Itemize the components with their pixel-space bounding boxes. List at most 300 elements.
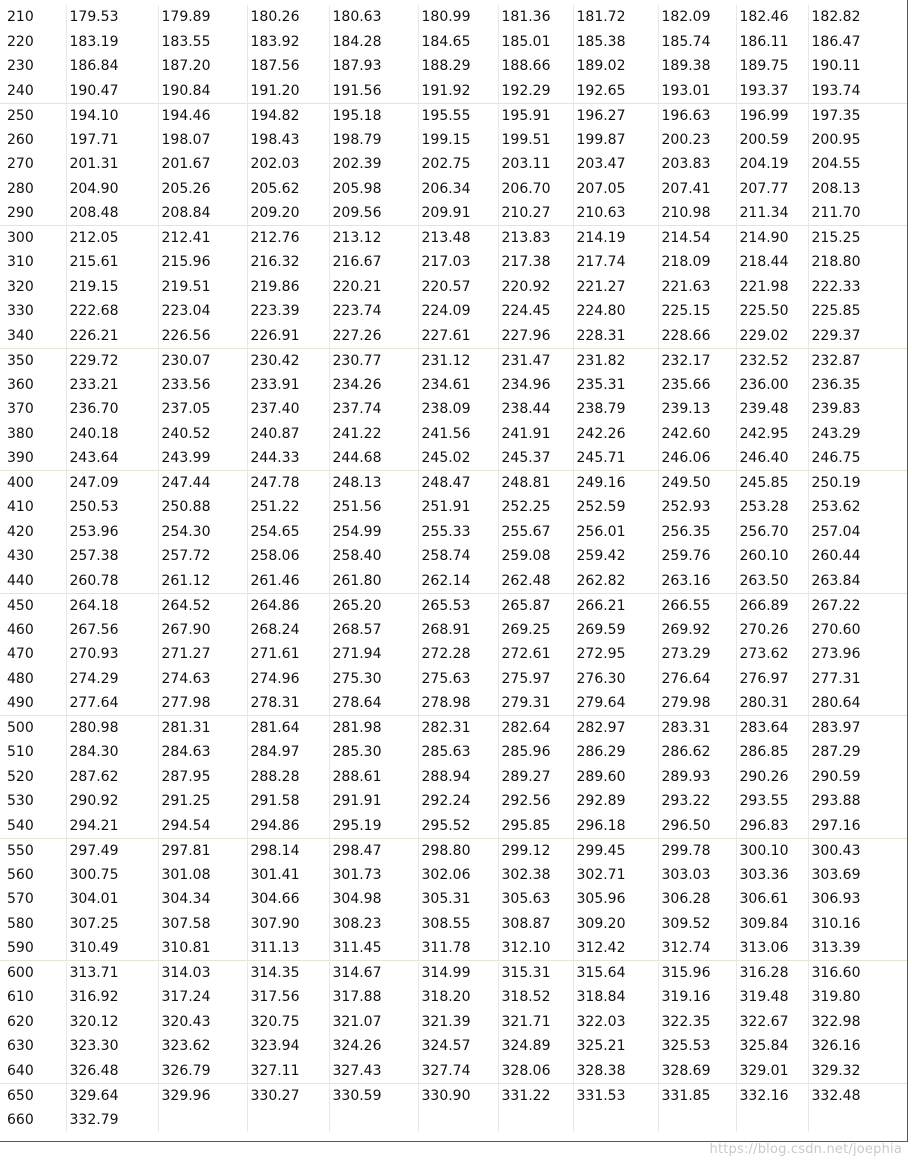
value-cell: 265.20	[329, 593, 418, 618]
value-cell: 231.47	[498, 348, 573, 373]
value-cell: 305.96	[573, 887, 658, 912]
value-cell: 291.25	[158, 789, 247, 814]
value-cell: 250.19	[808, 471, 907, 496]
value-cell: 258.40	[329, 544, 418, 569]
row-temperature-cell: 310	[7, 254, 34, 271]
value-cell: 192.65	[573, 79, 658, 104]
value-cell: 325.21	[573, 1034, 658, 1059]
row-temperature-cell: 660	[7, 1111, 34, 1128]
value-cell: 328.06	[498, 1059, 573, 1084]
value-cell: 201.31	[66, 152, 158, 177]
value-cell: 276.64	[658, 667, 736, 692]
value-cell: 286.85	[736, 740, 808, 765]
value-cell: 311.13	[247, 936, 329, 961]
value-cell: 202.75	[418, 152, 498, 177]
value-cell: 235.66	[658, 373, 736, 398]
value-cell: 323.94	[247, 1034, 329, 1059]
value-cell: 237.40	[247, 397, 329, 422]
value-cell: 209.91	[418, 201, 498, 226]
value-cell	[418, 1108, 498, 1133]
value-cell: 201.67	[158, 152, 247, 177]
value-cell: 325.53	[658, 1034, 736, 1059]
value-cell: 328.38	[573, 1059, 658, 1084]
value-cell: 251.56	[329, 495, 418, 520]
value-cell: 197.35	[808, 103, 907, 128]
table-row	[0, 618, 907, 643]
value-cell: 332.48	[808, 1083, 907, 1108]
value-cell: 183.55	[158, 30, 247, 55]
value-cell: 331.53	[573, 1083, 658, 1108]
value-cell: 307.25	[66, 912, 158, 937]
table-row	[0, 520, 907, 545]
table-row	[0, 373, 907, 398]
table-row	[0, 103, 907, 128]
value-cell: 226.91	[247, 324, 329, 349]
value-cell: 302.71	[573, 863, 658, 888]
value-cell: 204.19	[736, 152, 808, 177]
value-cell: 310.81	[158, 936, 247, 961]
value-cell: 213.12	[329, 226, 418, 251]
value-cell: 295.85	[498, 814, 573, 839]
value-cell: 269.25	[498, 618, 573, 643]
table-row	[0, 397, 907, 422]
value-cell: 243.64	[66, 446, 158, 471]
value-cell: 216.32	[247, 250, 329, 275]
row-temperature-cell: 600	[0, 961, 66, 986]
value-cell: 183.92	[247, 30, 329, 55]
value-cell: 221.27	[573, 275, 658, 300]
value-cell: 281.98	[329, 716, 418, 741]
row-temperature-cell: 300	[0, 226, 66, 251]
value-cell: 289.27	[498, 765, 573, 790]
table-row	[0, 30, 907, 55]
value-cell: 254.30	[158, 520, 247, 545]
value-cell: 226.56	[158, 324, 247, 349]
value-cell: 275.63	[418, 667, 498, 692]
value-cell: 224.09	[418, 299, 498, 324]
value-cell: 241.56	[418, 422, 498, 447]
value-cell: 207.05	[573, 177, 658, 202]
row-temperature-cell: 490	[7, 695, 34, 711]
row-temperature-cell: 370	[7, 401, 34, 418]
value-cell: 281.64	[247, 716, 329, 741]
value-cell: 297.16	[808, 814, 907, 839]
value-cell: 316.28	[736, 961, 808, 986]
value-cell: 273.62	[736, 642, 808, 667]
table-row	[0, 348, 907, 373]
value-cell: 229.72	[66, 348, 158, 373]
table-row	[0, 863, 907, 888]
value-cell: 273.29	[658, 642, 736, 667]
row-temperature-cell: 540	[7, 817, 34, 834]
value-cell	[658, 1108, 736, 1133]
value-cell: 227.61	[418, 324, 498, 349]
value-cell: 322.03	[573, 1010, 658, 1035]
value-cell: 289.93	[658, 765, 736, 790]
row-temperature-cell: 260	[7, 131, 34, 148]
value-cell: 312.10	[498, 936, 573, 961]
value-cell: 313.71	[66, 961, 158, 986]
value-cell: 249.50	[658, 471, 736, 496]
value-cell: 315.31	[498, 961, 573, 986]
table-row	[0, 471, 907, 496]
value-cell: 218.80	[808, 250, 907, 275]
value-cell: 206.70	[498, 177, 573, 202]
value-cell: 317.56	[247, 985, 329, 1010]
value-cell: 317.88	[329, 985, 418, 1010]
value-cell: 259.42	[573, 544, 658, 569]
value-cell: 214.19	[573, 226, 658, 251]
value-cell: 275.97	[498, 667, 573, 692]
value-cell: 301.08	[158, 863, 247, 888]
value-cell: 282.31	[418, 716, 498, 741]
value-cell: 292.24	[418, 789, 498, 814]
value-cell: 223.39	[247, 299, 329, 324]
value-cell: 211.34	[736, 201, 808, 226]
value-cell: 202.39	[329, 152, 418, 177]
value-cell: 257.04	[808, 520, 907, 545]
value-cell: 271.61	[247, 642, 329, 667]
table-row	[0, 838, 907, 863]
value-cell: 189.75	[736, 54, 808, 79]
value-cell: 327.11	[247, 1059, 329, 1084]
value-cell: 308.23	[329, 912, 418, 937]
row-temperature-cell: 520	[7, 768, 34, 785]
value-cell: 326.16	[808, 1034, 907, 1059]
table-row	[0, 177, 907, 202]
value-cell: 228.66	[658, 324, 736, 349]
value-cell: 208.13	[808, 177, 907, 202]
value-cell: 217.03	[418, 250, 498, 275]
value-cell: 274.96	[247, 667, 329, 692]
value-cell: 246.75	[808, 446, 907, 471]
value-cell: 283.97	[808, 716, 907, 741]
value-cell: 236.35	[808, 373, 907, 398]
value-cell: 249.16	[573, 471, 658, 496]
value-cell: 272.95	[573, 642, 658, 667]
value-cell: 193.37	[736, 79, 808, 104]
value-cell: 274.29	[66, 667, 158, 692]
value-cell: 270.93	[66, 642, 158, 667]
value-cell: 296.18	[573, 814, 658, 839]
value-cell: 332.79	[66, 1108, 158, 1133]
value-cell: 244.68	[329, 446, 418, 471]
value-cell: 267.22	[808, 593, 907, 618]
row-temperature-cell: 650	[0, 1083, 66, 1108]
value-cell: 294.86	[247, 814, 329, 839]
value-cell: 212.76	[247, 226, 329, 251]
value-cell: 321.71	[498, 1010, 573, 1035]
value-cell: 243.29	[808, 422, 907, 447]
value-cell: 326.48	[66, 1059, 158, 1084]
value-cell: 318.52	[498, 985, 573, 1010]
value-cell: 306.93	[808, 887, 907, 912]
row-temperature-cell: 290	[7, 205, 34, 221]
table-row	[0, 936, 907, 961]
value-cell: 320.75	[247, 1010, 329, 1035]
value-cell	[329, 1108, 418, 1133]
value-cell: 304.66	[247, 887, 329, 912]
table-row	[0, 250, 907, 275]
value-cell: 204.55	[808, 152, 907, 177]
value-cell: 250.88	[158, 495, 247, 520]
value-cell: 279.31	[498, 691, 573, 716]
value-cell: 203.83	[658, 152, 736, 177]
value-cell: 324.57	[418, 1034, 498, 1059]
value-cell: 259.76	[658, 544, 736, 569]
row-temperature-cell: 390	[7, 450, 34, 466]
value-cell: 184.65	[418, 30, 498, 55]
value-cell: 276.30	[573, 667, 658, 692]
value-cell: 252.59	[573, 495, 658, 520]
row-temperature-cell: 380	[7, 425, 34, 442]
table-row	[0, 691, 907, 716]
row-temperature-cell: 590	[7, 940, 34, 956]
value-cell	[573, 1108, 658, 1133]
value-cell: 303.69	[808, 863, 907, 888]
value-cell: 313.06	[736, 936, 808, 961]
value-cell: 320.43	[158, 1010, 247, 1035]
value-cell: 217.38	[498, 250, 573, 275]
value-cell: 270.26	[736, 618, 808, 643]
value-cell	[498, 1108, 573, 1133]
value-cell: 223.04	[158, 299, 247, 324]
value-cell: 243.99	[158, 446, 247, 471]
value-cell: 204.90	[66, 177, 158, 202]
value-cell: 330.59	[329, 1083, 418, 1108]
table-row	[0, 5, 907, 30]
value-cell: 190.84	[158, 79, 247, 104]
value-cell: 186.47	[808, 30, 907, 55]
value-cell: 194.46	[158, 103, 247, 128]
value-cell: 221.63	[658, 275, 736, 300]
value-cell: 280.98	[66, 716, 158, 741]
value-cell: 181.36	[498, 5, 573, 30]
value-cell: 293.55	[736, 789, 808, 814]
value-cell: 311.78	[418, 936, 498, 961]
row-temperature-cell: 530	[7, 793, 34, 810]
value-cell: 262.48	[498, 569, 573, 594]
value-cell: 202.03	[247, 152, 329, 177]
value-cell: 220.92	[498, 275, 573, 300]
value-cell: 248.47	[418, 471, 498, 496]
value-cell: 187.20	[158, 54, 247, 79]
value-cell: 258.74	[418, 544, 498, 569]
value-cell: 247.44	[158, 471, 247, 496]
table-row	[0, 642, 907, 667]
row-temperature-cell: 610	[7, 989, 34, 1006]
value-cell: 217.74	[573, 250, 658, 275]
value-cell: 232.17	[658, 348, 736, 373]
value-cell: 304.34	[158, 887, 247, 912]
value-cell: 233.91	[247, 373, 329, 398]
value-cell: 223.74	[329, 299, 418, 324]
value-cell: 322.35	[658, 1010, 736, 1035]
row-temperature-cell: 430	[7, 548, 34, 565]
value-cell: 303.36	[736, 863, 808, 888]
value-cell: 198.43	[247, 128, 329, 153]
value-cell: 250.53	[66, 495, 158, 520]
value-cell: 220.21	[329, 275, 418, 300]
value-cell: 209.56	[329, 201, 418, 226]
value-cell: 179.53	[66, 5, 158, 30]
value-cell: 284.97	[247, 740, 329, 765]
value-cell: 232.87	[808, 348, 907, 373]
value-cell: 200.95	[808, 128, 907, 153]
resistance-table	[0, 5, 907, 1132]
value-cell: 308.87	[498, 912, 573, 937]
value-cell: 245.85	[736, 471, 808, 496]
value-cell: 277.98	[158, 691, 247, 716]
table-row	[0, 814, 907, 839]
value-cell: 182.82	[808, 5, 907, 30]
value-cell: 309.84	[736, 912, 808, 937]
value-cell: 225.50	[736, 299, 808, 324]
value-cell: 188.66	[498, 54, 573, 79]
value-cell: 324.89	[498, 1034, 573, 1059]
value-cell: 273.96	[808, 642, 907, 667]
row-temperature-cell: 280	[7, 180, 34, 197]
value-cell: 290.26	[736, 765, 808, 790]
value-cell: 214.90	[736, 226, 808, 251]
row-temperature-cell: 570	[7, 891, 34, 908]
row-temperature-cell: 460	[7, 621, 34, 638]
value-cell: 302.06	[418, 863, 498, 888]
value-cell: 313.39	[808, 936, 907, 961]
value-cell: 298.14	[247, 838, 329, 863]
row-temperature-cell: 330	[7, 303, 34, 320]
value-cell: 264.18	[66, 593, 158, 618]
value-cell: 324.26	[329, 1034, 418, 1059]
value-cell: 303.03	[658, 863, 736, 888]
value-cell: 330.90	[418, 1083, 498, 1108]
table-row	[0, 1010, 907, 1035]
value-cell: 197.71	[66, 128, 158, 153]
value-cell: 253.96	[66, 520, 158, 545]
table-row	[0, 667, 907, 692]
table-row	[0, 740, 907, 765]
value-cell: 330.27	[247, 1083, 329, 1108]
value-cell: 237.74	[329, 397, 418, 422]
value-cell: 306.61	[736, 887, 808, 912]
value-cell: 229.37	[808, 324, 907, 349]
row-temperature-cell: 210	[7, 9, 34, 26]
value-cell: 216.67	[329, 250, 418, 275]
value-cell: 189.02	[573, 54, 658, 79]
table-row	[0, 765, 907, 790]
watermark-text: https://blog.csdn.net/joephia	[709, 1142, 902, 1157]
value-cell: 240.87	[247, 422, 329, 447]
value-cell: 328.69	[658, 1059, 736, 1084]
value-cell: 246.06	[658, 446, 736, 471]
value-cell: 227.96	[498, 324, 573, 349]
value-cell: 233.21	[66, 373, 158, 398]
value-cell: 207.77	[736, 177, 808, 202]
value-cell: 266.89	[736, 593, 808, 618]
value-cell: 185.74	[658, 30, 736, 55]
value-cell: 266.21	[573, 593, 658, 618]
value-cell: 287.29	[808, 740, 907, 765]
value-cell: 320.12	[66, 1010, 158, 1035]
row-temperature-cell: 560	[7, 866, 34, 883]
value-cell: 321.07	[329, 1010, 418, 1035]
value-cell: 286.29	[573, 740, 658, 765]
value-cell: 232.52	[736, 348, 808, 373]
table-row	[0, 1034, 907, 1059]
table-row	[0, 544, 907, 569]
value-cell: 323.62	[158, 1034, 247, 1059]
value-cell	[736, 1108, 808, 1133]
value-cell: 285.30	[329, 740, 418, 765]
value-cell: 322.67	[736, 1010, 808, 1035]
value-cell: 238.44	[498, 397, 573, 422]
value-cell: 257.38	[66, 544, 158, 569]
value-cell: 286.62	[658, 740, 736, 765]
value-cell: 183.19	[66, 30, 158, 55]
value-cell: 305.31	[418, 887, 498, 912]
value-cell: 278.31	[247, 691, 329, 716]
value-cell: 278.64	[329, 691, 418, 716]
value-cell: 199.87	[573, 128, 658, 153]
value-cell: 185.38	[573, 30, 658, 55]
value-cell: 200.59	[736, 128, 808, 153]
table-row	[0, 912, 907, 937]
value-cell: 198.07	[158, 128, 247, 153]
value-cell: 272.61	[498, 642, 573, 667]
table-row	[0, 887, 907, 912]
value-cell: 185.01	[498, 30, 573, 55]
value-cell: 240.52	[158, 422, 247, 447]
value-cell: 294.54	[158, 814, 247, 839]
value-cell: 196.99	[736, 103, 808, 128]
value-cell: 191.20	[247, 79, 329, 104]
value-cell: 196.63	[658, 103, 736, 128]
row-temperature-cell: 400	[0, 471, 66, 496]
value-cell: 192.29	[498, 79, 573, 104]
value-cell: 215.61	[66, 250, 158, 275]
value-cell: 280.31	[736, 691, 808, 716]
value-cell: 221.98	[736, 275, 808, 300]
table-row	[0, 79, 907, 104]
value-cell: 247.78	[247, 471, 329, 496]
row-temperature-cell: 220	[7, 33, 34, 50]
value-cell: 220.57	[418, 275, 498, 300]
value-cell: 191.56	[329, 79, 418, 104]
value-cell: 260.78	[66, 569, 158, 594]
table-row	[0, 961, 907, 986]
value-cell: 307.90	[247, 912, 329, 937]
value-cell: 253.28	[736, 495, 808, 520]
value-cell: 299.78	[658, 838, 736, 863]
table-row	[0, 54, 907, 79]
value-cell: 329.32	[808, 1059, 907, 1084]
table-row	[0, 569, 907, 594]
value-cell: 239.48	[736, 397, 808, 422]
value-cell: 238.09	[418, 397, 498, 422]
value-cell: 230.07	[158, 348, 247, 373]
value-cell: 329.64	[66, 1083, 158, 1108]
value-cell: 212.41	[158, 226, 247, 251]
value-cell: 295.19	[329, 814, 418, 839]
value-cell: 224.45	[498, 299, 573, 324]
value-cell: 268.57	[329, 618, 418, 643]
row-temperature-cell: 440	[7, 572, 34, 589]
row-temperature-cell: 580	[7, 915, 34, 932]
value-cell: 208.84	[158, 201, 247, 226]
value-cell: 228.31	[573, 324, 658, 349]
value-cell: 190.47	[66, 79, 158, 104]
value-cell: 292.89	[573, 789, 658, 814]
